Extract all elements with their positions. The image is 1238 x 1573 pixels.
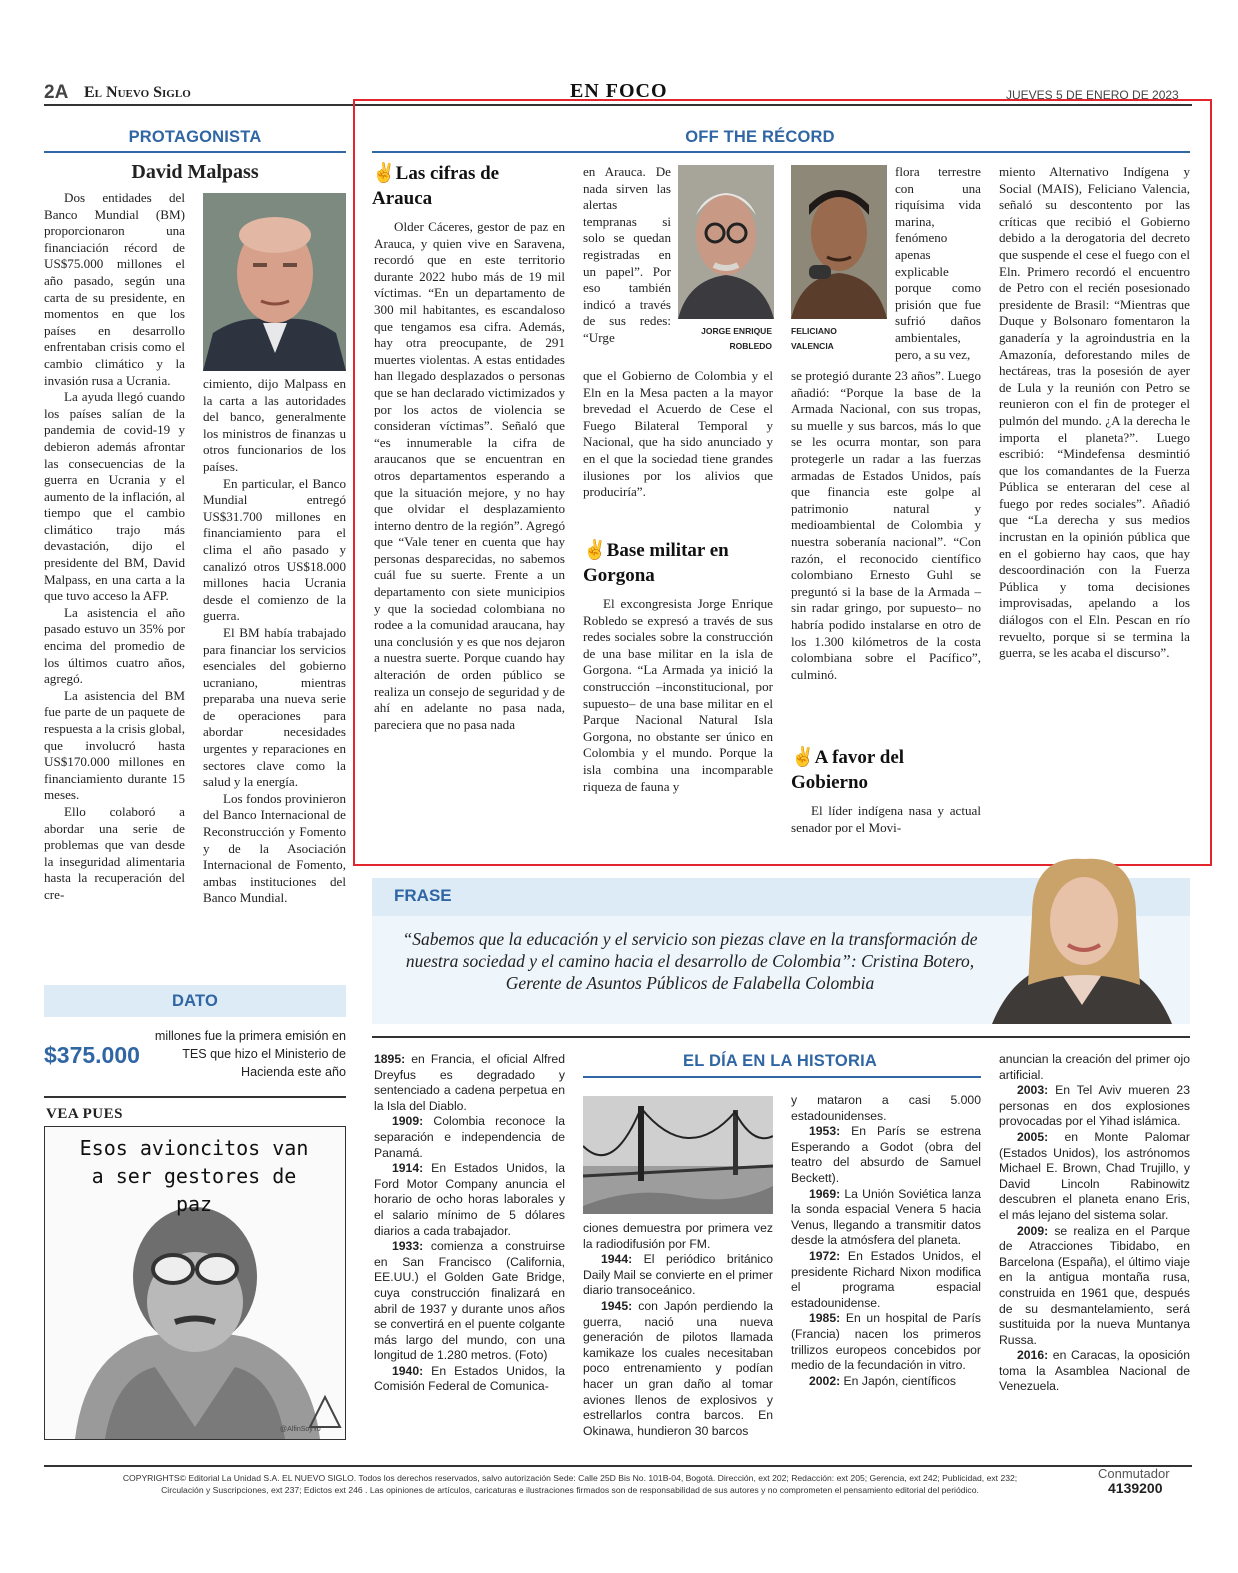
footer-rule: [44, 1465, 1192, 1467]
section-rule: [44, 1096, 346, 1098]
peace-hand-icon: ✌: [791, 747, 815, 768]
paragraph: La asistencia del BM fue parte de un paquete de respuesta a la crisis global, que involucró hasta US$170.000 millones en financiamiento durante 15 meses.: [44, 687, 185, 803]
section-title: FRASE: [394, 886, 452, 905]
paragraph: Los fondos provinieron del Banco Internacional de Reconstrucción y Fomento y de la Asociación Internacional de Fomento, ambas instituciones del Banco Mundial.: [203, 790, 346, 906]
paragraph: El líder indígena nasa y actual senador por el Movi-: [791, 803, 981, 835]
copyright-line-1: COPYRIGHTS© Editorial La Unidad S.A. EL NUEVO SIGLO. Todos los derechos reservados, salvo autorización Sede: Calle 25D Bis No. 101B-04, Bogotá. Dirección, ext 202; Redacción: ext 205; Gerencia, ext 242; Publicidad, ext 232;: [122, 1473, 1018, 1483]
protagonista-col-2: [203, 376, 346, 907]
golden-gate-bridge-icon: [583, 1096, 773, 1214]
history-entry: 1895: en Francia, el oficial Alfred Dreyfus es degradado y sentenciado a cadena perpetua en la Isla del Diablo.: [374, 1052, 565, 1113]
portrait-icon: [203, 193, 346, 371]
section-title: EL DÍA EN LA HISTORIA: [683, 1052, 877, 1070]
paragraph: miento Alternativo Indígena y Social (MAIS), Feliciano Valencia, señaló su descontento por las críticas que recibió el Gobierno debido a la derogatoria del decreto que suspende el cese el fuego con el Eln. Primero recordó el encuentro de Petro con el recién posesionado presidente de Brasil: “Mientras que Duque y Bolsonaro fomentaron la ganadería y la agroindustria en la Amazonía, deforestando miles de hectáreas, tras la posesión de ayer de Lula y la reunión con Petro se reunieron con el fin de proteger el pulmón del mundo. ¿A la derecha le importa el planeta?”. Luego escribió: “Mindefensa desmintió que los comandantes de la Fuerza Pública se enteraran del cese al fuego por redes sociales”. Añadió que “La derecha y sus medios incrustan en la opinión pública que en el gobierno hay caos, que hay descoordinación con la Fuerza Pública y toma decisiones improvisadas, apelando a los diálogos con el Eln. Pescan en río revuelto, porque si se termina la guerra, se les acaba el discurso”.: [999, 164, 1190, 661]
protagonista-col-1: [44, 190, 185, 904]
conmutador-label: Conmutador: [1098, 1466, 1170, 1481]
conmutador-number: 4139200: [1108, 1480, 1163, 1496]
page-number: 2A: [44, 82, 69, 103]
cartoon-credit: @AlfinSoyYo: [280, 1426, 321, 1433]
paragraph: La asistencia el año pasado estuvo un 35% por encima del promedio de los últimos cuatro años, agregó.: [44, 604, 185, 687]
page-date: JUEVES 5 DE ENERO DE 2023: [1006, 88, 1179, 102]
paragraph: La ayuda llegó cuando los países salían de la pandemia de covid-19 y debieron además afrontar las consecuencias de la guerra en Ucrania y el aumento de la inflación, al tiempo que el cambio climático trajo más devastación, dijo el presidente del BM, David Malpass, en una carta a la que tuvo acceso la AFP.: [44, 389, 185, 604]
paragraph: se protegió durante 23 años”. Luego añadió: “Porque la base de la Armada Nacional, con sus tropas, su muelle y sus barcos, más lo que se les ocurra montar, son para protegerle un radar a las fuerzas armadas de Estados Unidos, país que financia este golpe al patrimonio natural y medioambiental de Colombia y nuestra soberanía nacional”. “Con razón, el reconocido científico colombiano Ernesto Guhl se preguntó si la base de la Armada –sin radar gringo, por supuesto– no habría podido instalarse en otro de los 1.300 kilómetros de la costa colombiana sobre el Pacífico”, culminó.: [791, 368, 981, 682]
paragraph: en Arauca. De nada sirven las alertas tempranas si solo se quedan registradas en un papel”. Por eso también indicó a través de sus redes: “Urge: [583, 164, 671, 345]
portrait-icon: [791, 165, 887, 319]
off-record-col-3-rest: [791, 368, 981, 683]
headline-gorgona: [583, 538, 773, 588]
peace-hand-icon: ✌: [583, 540, 607, 561]
paragraph: que el Gobierno de Colombia y el Eln en la Mesa pacten a la mayor brevedad el Acuerdo de Cese el Fuego Bilateral Temporal y Nacional, que ha sido anunciado y en el que la sociedad tiene grandes ilusiones por los alivios que produciría”.: [583, 368, 773, 500]
off-record-col-2-rest: [583, 368, 773, 501]
headline-text: A favor del Gobierno: [791, 747, 905, 793]
paragraph: flora terrestre con una riquísima vida marina, fenómeno apenas explicable porque como prisión que fue sufrió daños ambientales, pero, a su vez,: [895, 164, 981, 362]
paragraph: Older Cáceres, gestor de paz en Arauca, y quien vive en Saravena, recordó que en este territorio durante 2022 hubo más de 19 mil víctimas. “En un departamento de 300 mil habitantes, es escandaloso que tengamos esa cifra. Además, hay otra preocupante, de 291 muertes violentas. A estas entidades han llegado desplazados o personas que se han declarado victimizados y por los actos de violencia se consideran víctimas”. Señaló que “es innumerable la cifra de araucanos que se encuentran en otros departamentos esperando a que la situación mejore, y no hay que olvidar el desplazamiento interno dentro de la región”. Agregó que “Vale tener en cuenta que hay personas desparecidas, no sabemos cuál fue su suerte. Frente a un departamento con siete municipios y que la sociedad colombiana no rodee a la comunidad araucana, hay una conclusión y es que nos dejaron a nuestra suerte. Porque cuando hay alteración de orden público se realiza un consejo de seguridad y de ahí en adelante no pasa nada, pareciera que no pasa nada: [374, 219, 565, 732]
paragraph: El BM había trabajado para financiar los servicios esenciales del gobierno ucraniano, mientras preparaba una nueva serie de operaciones para abordar necesidades urgentes y reparaciones en sectores clave como la salud y la energía.: [203, 624, 346, 790]
peace-hand-icon: ✌: [372, 163, 396, 184]
history-entry: 1944: El periódico británico Daily Mail se convierte en el primer diario transoceánico.: [583, 1252, 773, 1298]
photo-caption: JORGE ENRIQUE ROBLEDO: [701, 326, 772, 351]
history-entry: y mataron a casi 5.000 estadounidenses.: [791, 1093, 981, 1123]
history-entry: 1933: comienza a construirse en San Francisco (California, EE.UU.) el Golden Gate Bridge, cuya construcción finalizará en abril de 1937 y durante unos años se convertirá en el puente colgante más largo del mundo, con una longitud de 1.280 metros. (Foto): [374, 1239, 565, 1363]
section-rule: [372, 1036, 1190, 1038]
frase-quote: “Sabemos que la educación y el servicio son piezas clave en la transformación de nuestra sociedad y el camino hacia el desarrollo de Colombia”: Cristina Botero, Gerente de Asuntos Públicos de Falabella Colombia: [402, 929, 978, 993]
off-record-col-1: [374, 219, 565, 733]
paragraph: El excongresista Jorge Enrique Robledo se expresó a través de sus redes sociales sobre la construcción de una base militar en la isla de Gorgona. “La Armada ya inició la construcción –inconstitucional, por supuesto– de una base militar en el Parque Nacional Natural Isla Gorgona, no obstante ser único en Colombia y el mundo. Porque la isla combina una incomparable riqueza de fauna y: [583, 596, 773, 794]
history-entry: 1940: En Estados Unidos, la Comisión Federal de Comunica-: [374, 1363, 565, 1394]
section-name: EN FOCO: [570, 80, 668, 102]
headline-arauca: [372, 161, 562, 211]
paper-name: El Nuevo Siglo: [84, 84, 191, 101]
section-title: PROTAGONISTA: [128, 128, 262, 146]
history-entry: 2005: en Monte Palomar (Estados Unidos), los astrónomos Michael E. Brown, Chad Trujillo, y David Lincoln Rabinowitz descubren el planeta enano Eris, el más lejano del sistema solar.: [999, 1129, 1190, 1222]
history-entry: 1953: En París se estrena Esperando a Godot (obra del teatro del absurdo de Samuel Beckett).: [791, 1124, 981, 1185]
history-entry: 1914: En Estados Unidos, la Ford Motor Company anuncia el horario de ocho horas laborales y el salario mínimo de 5 dólares diarios a cada trabajador.: [374, 1161, 565, 1238]
off-record-col-2-b: [583, 596, 773, 795]
historia-col-3: [791, 1093, 981, 1389]
history-entry: 1972: En Estados Unidos, el presidente Richard Nixon modifica el programa espacial estadounidense.: [791, 1248, 981, 1310]
history-entry: 2002: En Japón, científicos: [809, 1373, 957, 1388]
section-rule: [372, 151, 1190, 153]
portrait-icon: [992, 855, 1172, 1024]
headline-text: Base militar en Gorgona: [583, 540, 729, 586]
photo-caption: FELICIANO VALENCIA: [791, 326, 837, 351]
off-record-col-2-top: [583, 164, 671, 347]
cartoon-caption: Esos avioncitos van a ser gestores de paz: [79, 1136, 309, 1216]
paragraph: En particular, el Banco Mundial entregó US$31.700 millones en financiamiento para el clima el año pasado y canalizó otros US$18.000 millones hacia Ucrania desde el comienzo de la guerra.: [203, 475, 346, 624]
section-title: OFF THE RÉCORD: [685, 128, 835, 146]
history-entry: 1985: En un hospital de París (Francia) nacen los primeros trillizos europeos concebidos por medio de la fecundación in vitro.: [791, 1311, 981, 1373]
headline-a-favor: [791, 745, 981, 795]
historia-col-1: [374, 1052, 565, 1395]
headline-text: Las cifras de Arauca: [372, 163, 500, 209]
history-entry: anuncian la creación del primer ojo artificial.: [999, 1052, 1190, 1082]
section-title: DATO: [171, 992, 219, 1010]
vea-pues-title: VEA PUES: [46, 1106, 123, 1122]
off-record-col-3-top: [895, 164, 981, 363]
history-entry: 1909: Colombia reconoce la separación e independencia de Panamá.: [374, 1114, 565, 1160]
off-record-col-4: [999, 164, 1190, 662]
paragraph: Ello colaboró a abordar una serie de problemas que van desde la inseguridad alimentaria hasta la recuperación del cre-: [44, 803, 185, 902]
history-entry: 2009: se realiza en el Parque de Atracciones Tibidabo, en Barcelona (España), el último viaje en la antigua montaña rusa, construida en 1961 que, después de su desmantelamiento, será sustituida por la nueva Muntanya Russa.: [999, 1223, 1190, 1347]
dato-text: millones fue la primera emisión en TES que hizo el Ministerio de Hacienda este año: [154, 1029, 346, 1079]
dato-value: $375.000: [44, 1042, 140, 1068]
protagonist-name: David Malpass: [131, 161, 259, 183]
history-entry: 1945: con Japón perdiendo la guerra, nació una nueva generación de pilotos llamada kamikaze los cuales necesitaban poco entrenamiento y podían hacer un gran daño al tomar aviones llenos de explosivos y estrellarlos contra barcos. En Okinawa, hundieron 30 barcos: [583, 1298, 773, 1438]
history-entry: 1969: La Unión Soviética lanza la sonda espacial Venera 5 hacia Venus, llegando a transmitir datos desde la atmósfera del planeta.: [791, 1186, 981, 1248]
history-entry: 2003: En Tel Aviv mueren 23 personas en dos explosiones provocadas por el Yihad islámica.: [999, 1083, 1190, 1129]
off-record-col-3-b: [791, 803, 981, 836]
history-entry: 2016: en Caracas, la oposición toma la Asamblea Nacional de Venezuela.: [999, 1348, 1190, 1394]
copyright-line-2: Circulación y Suscripciones, ext 237; Edictos ext 246 . Las opiniones de artículos, caricaturas e ilustraciones firmados son de responsabilidad de sus autores y no comprometen el pensamiento editorial del periódico.: [161, 1485, 979, 1495]
history-entry: ciones demuestra por primera vez la radiodifusión por FM.: [583, 1221, 773, 1251]
historia-col-2: [583, 1221, 773, 1439]
historia-col-4: [999, 1052, 1190, 1395]
section-rule: [44, 151, 346, 153]
paragraph: cimiento, dijo Malpass en la carta a las autoridades del banco, generalmente los ministros de finanzas u otros funcionarios de los países.: [203, 376, 346, 474]
portrait-icon: [678, 165, 774, 319]
section-rule: [583, 1076, 981, 1078]
paragraph: Dos entidades del Banco Mundial (BM) proporcionaron una financiación récord de US$75.000 millones el año pasado, según una carta de su presidente, en momentos en que los países en desarrollo enfrentaban crisis como el cambio climático y la invasión rusa a Ucrania.: [44, 190, 185, 388]
